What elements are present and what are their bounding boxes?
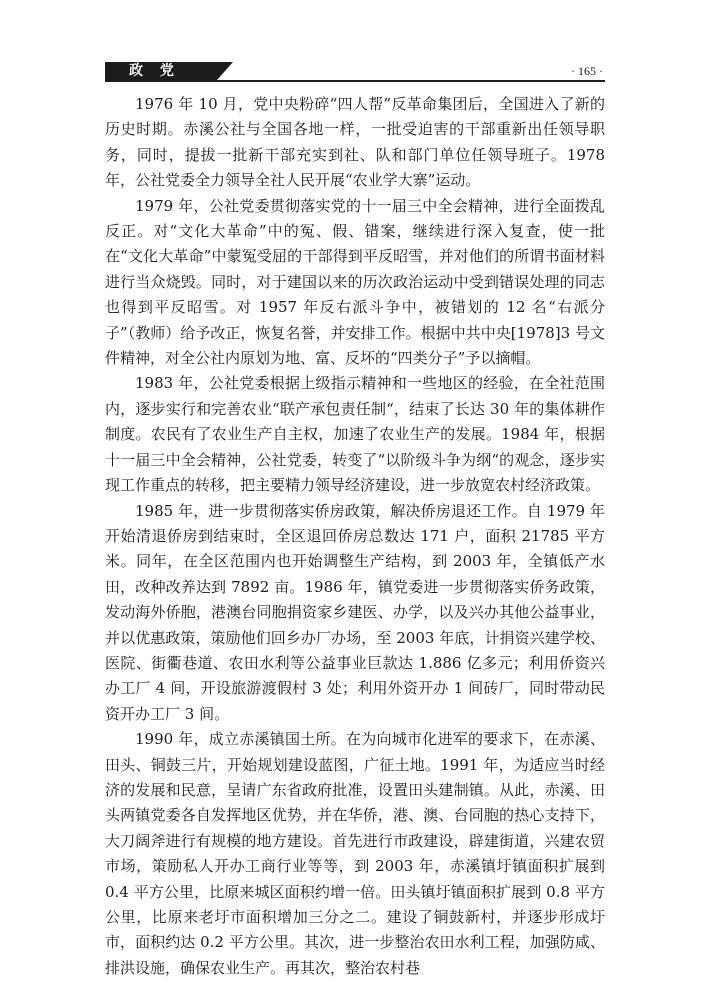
paragraph: 1983 年，公社党委根据上级指示精神和一些地区的经验，在全社范围内，逐步实行和完善农业“联产承包责任制“，结束了长达 30 年的集体耕作制度。农民有了农业生产自主权，加速了农业生产的发展。1984 年，根据十一届三中全会精神，公社党委，转变了“以阶级斗争为纲“的观念，逐步实现工作重点的转移，把主要精力领导经济建设，进一步放宽农村经济政策。 bbox=[105, 374, 605, 495]
body-text bbox=[105, 92, 605, 981]
paragraph: 1979 年，公社党委贯彻落实党的十一届三中全会精神，进行全面拨乱反正。对“文化大革命”中的冤、假、错案，继续进行深入复查，使一批在“文化大革命”中蒙冤受屈的干部得到平反昭雪，并对他们的所谓书面材料进行当众烧毁。同时，对于建国以来的历次政治运动中受到错误处理的同志也得到平反昭雪。对 1957 年反右派斗争中，被错划的 12 名“右派分子”（教师）给予改正，恢复名誉，并安排工作。根据中共中央[1978]3 号文件精神，对全公社内原划为地、富、反坏的“四类分子”予以摘帽。 bbox=[105, 196, 605, 368]
section-title: 政 党 bbox=[105, 62, 217, 80]
paragraph: 1976 年 10 月，党中央粉碎“四人帮”反革命集团后，全国进入了新的历史时期。赤溪公社与全国各地一样，一批受迫害的干部重新出任领导职务，同时，提拔一批新干部充实到社、队和部门单位任领导班子。1978 年，公社党委全力领导全社人民开展“农业学大寨”运动。 bbox=[105, 95, 605, 190]
section-tab-decoration bbox=[217, 62, 233, 80]
paragraph: 1990 年，成立赤溪镇国土所。在为向城市化进军的要求下，在赤溪、田头、铜鼓三片，开始规划建设蓝图，广征土地。1991 年，为适应当时经济的发展和民意，呈请广东省政府批准，设置田头建制镇。从此，赤溪、田头两镇党委各自发挥地区优势，并在华侨，港、澳、台同胞的热心支持下，大刀阔斧进行有规模的地方建设。首先进行市政建设，辟建街道，兴建农贸市场，策励私人开办工商行业等等，到 2003 年，赤溪镇圩镇面积扩展到 0.4 平方公里，比原来城区面积约增一倍。田头镇圩镇面积扩展到 0.8 平方公里，比原来老圩市面积增加三分之二。建设了铜鼓新村，并逐步形成圩市，面积约达 0.2 平方公里。其次，进一步整治农田水利工程，加强防咸、排洪设施，确保农业生产。再其次，整治农村巷 bbox=[105, 730, 605, 977]
running-header bbox=[105, 62, 605, 82]
header-rule bbox=[105, 80, 605, 82]
page-number: · 165 · bbox=[571, 64, 603, 78]
paragraph: 1985 年，进一步贯彻落实侨房政策，解决侨房退还工作。自 1979 年开始清退侨房到结束时，全区退回侨房总数达 171 户，面积 21785 平方米。同年，在全区范围内也开始调整生产结构，到 2003 年，全镇低产水田，改种改养达到 7892 亩。1986 年，镇党委进一步贯彻落实侨务政策，发动海外侨胞，港澳台同胞捐资家乡建医、办学，以及兴办其他公益事业，并以优惠政策，策励他们回乡办厂办场，至 2003 年底，计捐资兴建学校、医院、街衢巷道、农田水利等公益事业巨款达 1.886 亿多元；利用侨资兴办工厂 4 间，开设旅游渡假村 3 处；利用外资开办 1 间砖厂，同时带动民资开办工厂 3 间。 bbox=[105, 501, 605, 723]
